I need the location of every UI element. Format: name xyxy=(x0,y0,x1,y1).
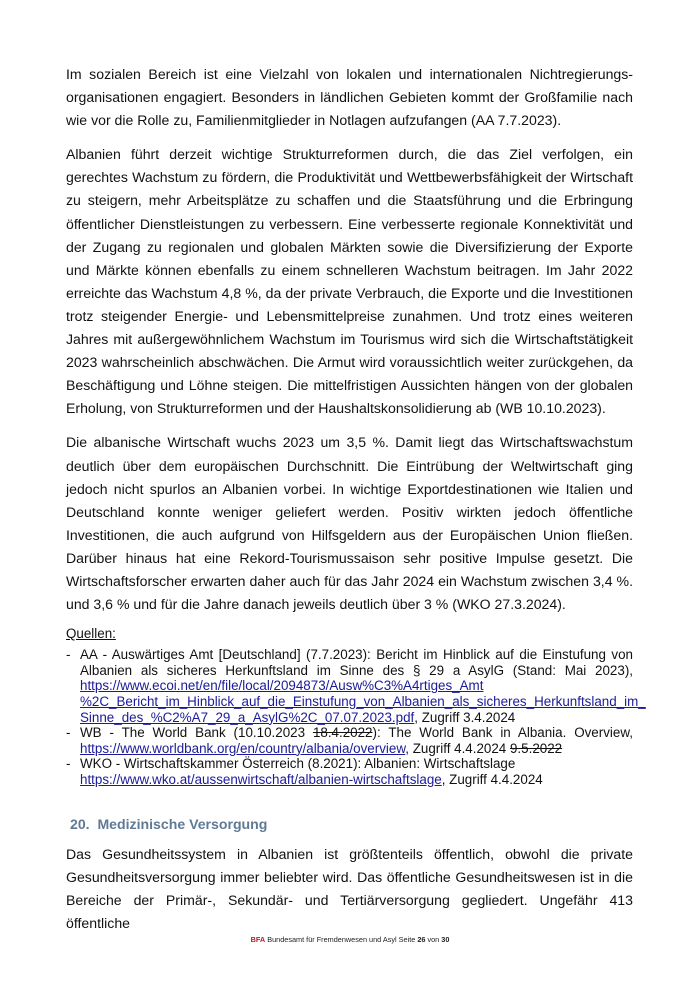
paragraph-economic-growth: Die albanische Wirtschaft wuchs 2023 um 3,5 %. Damit liegt das Wirtschaftswachstum deutlich über dem europäischen Durchschnitt. Die Eintrübung der Weltwirtschaft ging jedoch nicht spurlos an Albanien vorbei. In wichtige Exportdestinationen wie Italien und Deutschland konnte weniger geliefert werden. Positiv wirkten jedoch öffentliche Investitionen, die auch aufgrund von Hilfsgeldern aus der Europäischen Union fließen. Darüber hinaus hat eine Rekord-Tourismussaison sehr positive Impulse gesetzt. Die Wirtschaftsforscher erwarten daher auch für das Jahr 2024 ein Wachstum zwischen 3,4 %. und 3,6 % und für die Jahre danach jeweils deutlich über 3 % (WKO 27.3.2024). xyxy=(66,434,633,613)
source-aa-link[interactable]: https://www.ecoi.net/en/file/local/2094873/Ausw%C3%A4rtiges_Amt %2C_Bericht_im_Hinblick_auf_die_Einstufung_von_Albanien_als_sicheres_Herkunftsland_im_ Sinne_des_%C2%A7_29_a_AsylG%2C_07.07.2023.pdf xyxy=(80,678,646,725)
section-title: Medizinische Versorgung xyxy=(97,815,268,832)
source-item-wb xyxy=(66,725,633,756)
footer-page-total: 30 xyxy=(441,935,450,944)
footer-of: von xyxy=(425,935,442,944)
source-aa-text: AA - Auswärtiges Amt [Deutschland] (7.7.2023): Bericht im Hinblick auf die Einstufung von Albanien als sicheres Herkunftsland im Sinne des § 29 a AsylG (Stand: Mai 2023), xyxy=(80,647,633,678)
source-item-wko xyxy=(66,756,633,787)
paragraph-health-system: Das Gesundheitssystem in Albanien ist größtenteils öffentlich, obwohl die private Gesundheitsversorgung immer beliebter wird. Das öffentliche Gesundheitswesen ist in die Bereiche der Primär-, Sekundär- und Tertiärversorgung gegliedert. Ungefähr 413 öffentliche xyxy=(66,845,633,931)
section-heading xyxy=(70,814,633,834)
paragraph-structural-reforms: Albanien führt derzeit wichtige Strukturreformen durch, die das Ziel verfolgen, ein gerechtes Wachstum zu fördern, die Produktivität und Wettbewerbsfähigkeit der Wirtschaft zu steigern, mehr Arbeitsplätze zu schaffen und die Staatsführung und die Erbringung öffentlicher Dienstleistungen zu verbessern. Eine verbesserte regionale Konnektivität und der Zugang zu regionalen und globalen Märkten sowie die Diversifizierung der Exporte und Märkte können ebenfalls zu einem schnelleren Wachstum beitragen. Im Jahr 2022 erreichte das Wachstum 4,8 %, da der private Verbrauch, die Exporte und die Investitionen trotz steigender Energie- und Lebensmittelpreise zunahmen. Und trotz eines weiteren Jahres mit außergewöhnlichem Wachstum im Tourismus wird sich die Wirtschaftstätigkeit 2023 wahrscheinlich abschwächen. Die Armut wird voraussichtlich weiter zurückgehen, da Beschäftigung und Löhne steigen. Die mittelfristigen Aussichten hängen von der globalen Erholung, von Strukturreformen und der Haushaltskonsolidierung ab (WB 10.10.2023). xyxy=(66,146,633,417)
source-wb-link[interactable]: https://www.worldbank.org/en/country/albania/overview xyxy=(80,740,406,756)
sources-heading: Quellen: xyxy=(66,626,116,642)
source-wko-access-date: , Zugriff 4.4.2024 xyxy=(441,771,543,787)
sources-list xyxy=(66,647,646,787)
source-wb-struck-date: 18.4.2022 xyxy=(312,725,373,741)
footer-org: Bundesamt für Fremdenwesen und Asyl Seite xyxy=(265,935,418,944)
section-number: 20. xyxy=(70,815,90,832)
source-wb-access-date: , Zugriff 4.4.2024 xyxy=(405,740,510,756)
source-wb-text: WB - The World Bank (10.10.2023 xyxy=(80,725,313,741)
source-wko-text: WKO - Wirtschaftskammer Österreich (8.2021): Albanien: Wirtschaftslage xyxy=(80,756,516,772)
bfa-logo-text: BFA xyxy=(250,935,266,944)
footer-page-number: 26 xyxy=(417,935,426,944)
paragraph-social-sector: Im sozialen Bereich ist eine Vielzahl von lokalen und internationalen Nichtregierungs-organisationen engagiert. Besonders in ländlichen Gebieten kommt der Großfamilie nach wie vor die Rolle zu, Familienmitglieder in Notlagen aufzufangen (AA 7.7.2023). xyxy=(66,66,633,129)
page-content xyxy=(66,63,646,946)
source-wb-text-after: ): The World Bank in Albania. Overview, xyxy=(372,725,633,741)
source-wb-struck-access-date: 9.5.2022 xyxy=(509,740,563,756)
source-wko-link[interactable]: https://www.wko.at/aussenwirtschaft/albanien-wirtschaftslage xyxy=(80,771,442,787)
source-item-aa xyxy=(66,647,646,725)
page-footer xyxy=(0,935,700,944)
source-aa-access-date: , Zugriff 3.4.2024 xyxy=(414,709,516,725)
